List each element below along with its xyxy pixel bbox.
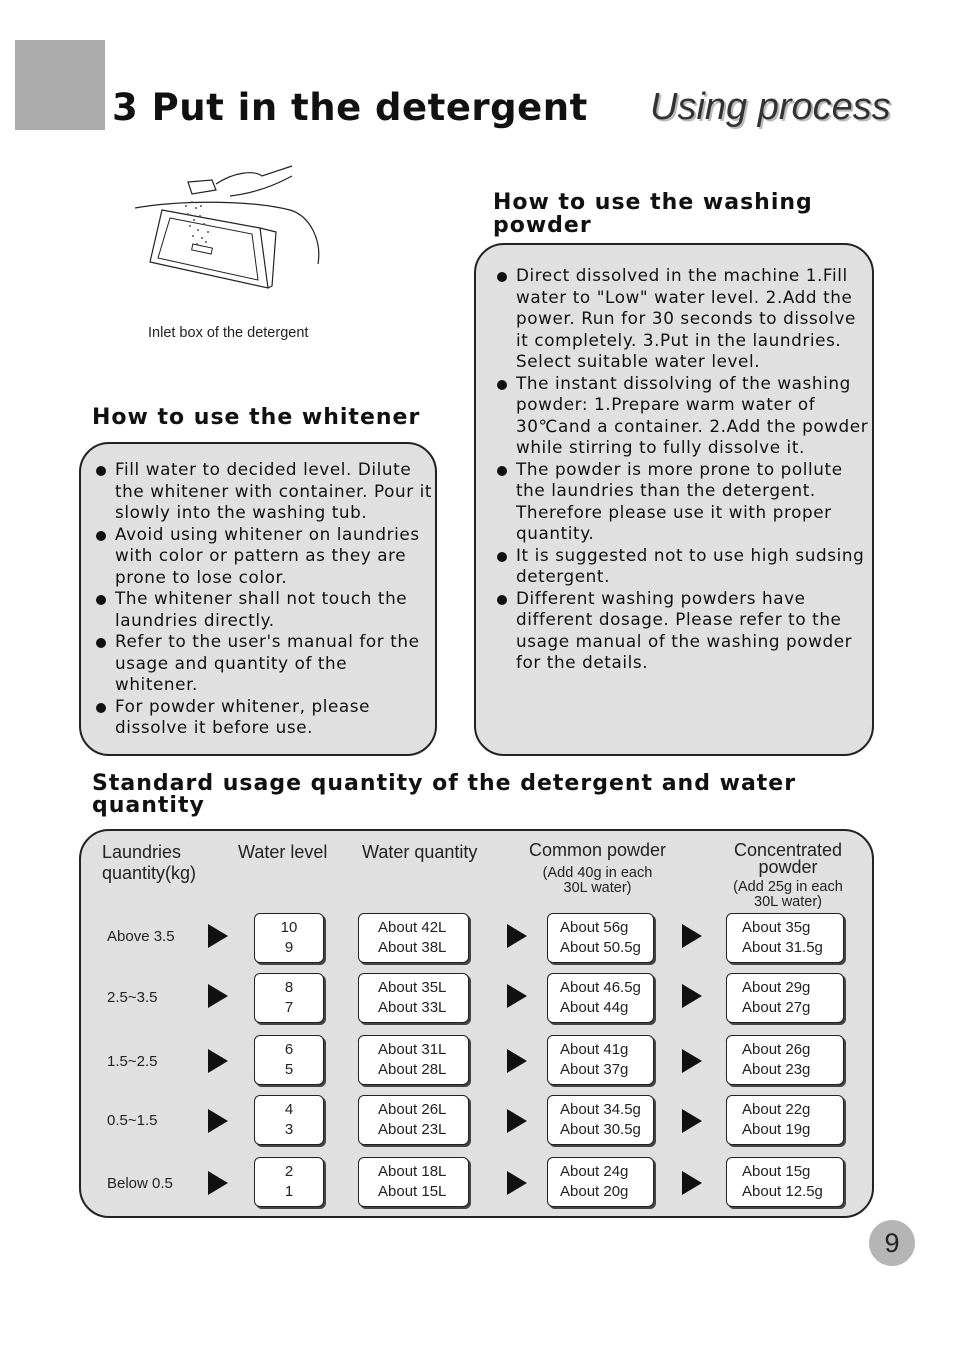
list-item: Direct dissolved in the machine 1.Fill water to "Low" water level. 2.Add the power. Run for 30 seconds to dissolve it completely. 3.Put in the laundries. Select suitable water level. <box>495 265 870 373</box>
common-powder-box: About 34.5g About 30.5g <box>547 1095 654 1145</box>
common-powder-box: About 41g About 37g <box>547 1035 654 1085</box>
water-level-box: 2 1 <box>254 1157 324 1207</box>
concentrated-powder-box: About 22g About 19g <box>726 1095 844 1145</box>
arrow-icon <box>682 1171 702 1195</box>
list-item: The whitener shall not touch the laundries directly. <box>94 588 434 631</box>
list-item: Different washing powders have different dosage. Please refer to the usage manual of the washing powder for the details. <box>495 588 870 674</box>
detergent-inlet-illustration <box>130 160 330 300</box>
arrow-icon <box>507 1171 527 1195</box>
concentrated-powder-box: About 15g About 12.5g <box>726 1157 844 1207</box>
water-quantity-box: About 35L About 33L <box>358 973 469 1023</box>
row-label: 0.5~1.5 <box>107 1112 158 1129</box>
arrow-icon <box>208 1049 228 1073</box>
list-item: The powder is more prone to pollute the laundries than the detergent. Therefore please use it with proper quantity. <box>495 459 870 545</box>
list-item: Refer to the user's manual for the usage and quantity of the whitener. <box>94 631 434 696</box>
arrow-icon <box>682 1109 702 1133</box>
arrow-icon <box>507 924 527 948</box>
arrow-icon <box>208 924 228 948</box>
row-label: 1.5~2.5 <box>107 1053 158 1070</box>
list-item: It is suggested not to use high sudsing detergent. <box>495 545 870 588</box>
arrow-icon <box>682 1049 702 1073</box>
concentrated-powder-box: About 26g About 23g <box>726 1035 844 1085</box>
row-label: 2.5~3.5 <box>107 989 158 1006</box>
corner-block <box>15 40 105 130</box>
col-header-common-note: (Add 40g in each 30L water) <box>542 865 653 896</box>
concentrated-powder-box: About 29g About 27g <box>726 973 844 1023</box>
arrow-icon <box>507 984 527 1008</box>
col-header-common-label: Common powder <box>528 840 667 860</box>
water-quantity-box: About 26L About 23L <box>358 1095 469 1145</box>
arrow-icon <box>507 1109 527 1133</box>
water-level-box: 6 5 <box>254 1035 324 1085</box>
arrow-icon <box>208 1171 228 1195</box>
col-header-conc <box>718 842 858 910</box>
common-powder-box: About 56g About 50.5g <box>547 913 654 963</box>
page-number: 9 <box>869 1220 915 1266</box>
arrow-icon <box>682 924 702 948</box>
whitener-heading: How to use the whitener <box>92 405 421 430</box>
list-item: For powder whitener, please dissolve it before use. <box>94 696 434 739</box>
common-powder-box: About 46.5g About 44g <box>547 973 654 1023</box>
col-header-conc-label: Concentrated powder <box>733 840 843 877</box>
water-level-box: 4 3 <box>254 1095 324 1145</box>
common-powder-box: About 24g About 20g <box>547 1157 654 1207</box>
col-header-conc-note: (Add 25g in each 30L water) <box>733 879 843 910</box>
powder-heading: How to use the washing powder <box>493 190 813 238</box>
water-level-box: 10 9 <box>254 913 324 963</box>
water-level-box: 8 7 <box>254 973 324 1023</box>
concentrated-powder-box: About 35g About 31.5g <box>726 913 844 963</box>
section-title: Using process <box>650 86 891 128</box>
page-title: 3 Put in the detergent <box>112 86 588 129</box>
water-quantity-box: About 18L About 15L <box>358 1157 469 1207</box>
row-label: Above 3.5 <box>107 928 175 945</box>
list-item: Fill water to decided level. Dilute the whitener with container. Pour it slowly into the washing tub. <box>94 459 434 524</box>
illustration-caption: Inlet box of the detergent <box>148 325 309 341</box>
water-quantity-box: About 42L About 38L <box>358 913 469 963</box>
col-header-water: Water quantity <box>362 842 478 862</box>
arrow-icon <box>507 1049 527 1073</box>
list-item: Avoid using whitener on laundries with color or pattern as they are prone to lose color. <box>94 524 434 589</box>
col-header-common <box>520 840 675 896</box>
list-item: The instant dissolving of the washing powder: 1.Prepare warm water of 30℃and a container. 2.Add the powder while stirring to fully dissolve it. <box>495 373 870 459</box>
usage-table-heading: Standard usage quantity of the detergent and water quantity <box>92 771 797 818</box>
col-header-level: Water level <box>238 842 328 862</box>
col-header-laundries: Laundries quantity(kg) <box>102 842 197 883</box>
row-label: Below 0.5 <box>107 1175 173 1192</box>
arrow-icon <box>208 1109 228 1133</box>
water-quantity-box: About 31L About 28L <box>358 1035 469 1085</box>
arrow-icon <box>682 984 702 1008</box>
arrow-icon <box>208 984 228 1008</box>
whitener-list <box>94 459 434 739</box>
powder-list <box>495 265 870 674</box>
